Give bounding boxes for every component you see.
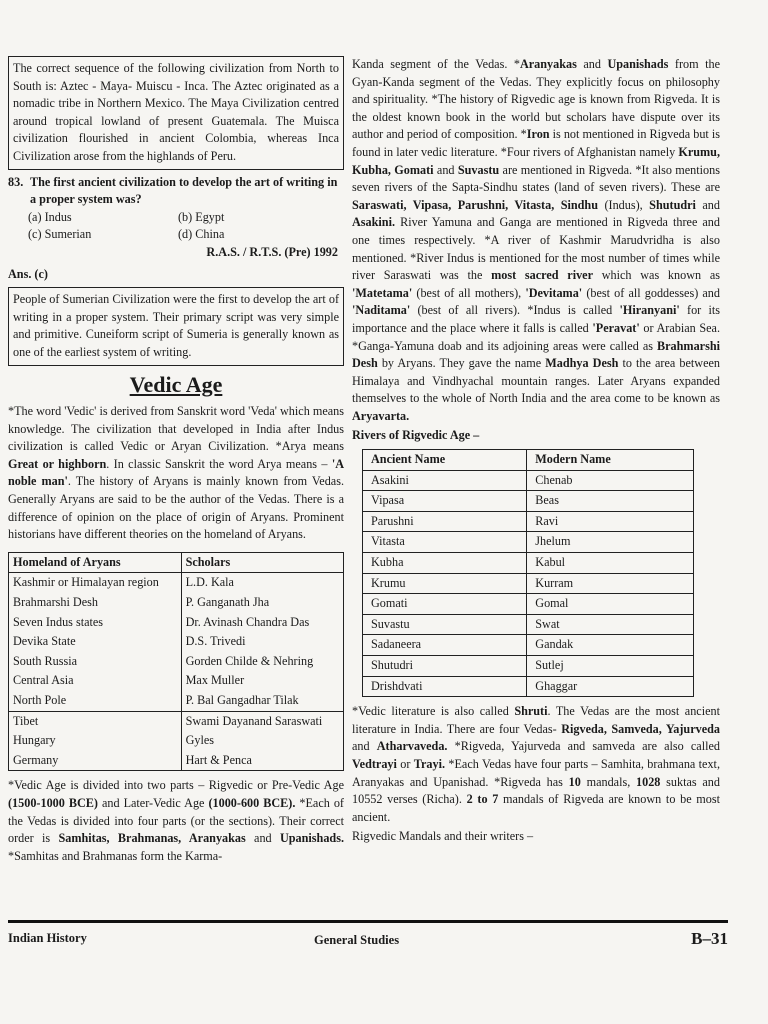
table-row: Germany Hart & Penca [9,751,344,771]
table-row: Vitasta Jhelum [363,532,694,553]
page-footer [8,920,728,946]
option-c: (c) Sumerian [28,227,92,242]
mandals-writers-line: Rigvedic Mandals and their writers – [352,829,534,844]
question-source: R.A.S. / R.T.S. (Pre) 1992 [206,244,338,259]
footer-book-title: General Studies [314,933,400,947]
civilization-sequence-box [8,56,344,170]
option-b: (b) Egypt [178,209,225,224]
option-d: (d) China [178,227,225,242]
answer-label: Ans. (c) [8,266,48,281]
table-header: Scholars [181,552,343,573]
table-row: Kubha Kabul [363,553,694,574]
table-row: Devika State D.S. Trivedi [9,632,344,652]
table-row: Shutudri Sutlej [363,656,694,677]
civilization-sequence-text: The correct sequence of the following civilization from North to South is: Aztec - Maya- Muiscu - Inca. The Aztec originated as a nomadic tribe in Northern Mexico. The Maya Civilization centred around tropical lowland of present Guatemala. The Muisca civilization flourished in ancient Colombia, whereas Inca Civilization arose from the highlands of Peru. [13,61,339,163]
table-row: North Pole P. Bal Gangadhar Tilak [9,691,344,711]
option-a: (a) Indus [28,209,72,224]
question-text: The first ancient civilization to develop the art of writing in a proper system was? [30,174,338,207]
table-row: Vipasa Beas [363,491,694,512]
vedas-rivers-paragraph: Kanda segment of the Vedas. *Aranyakas and Upanishads from the Gyan-Kanda segment of the Vedas. They explicitly focus on philosophy and spirituality. *The history of Rigvedic age is known from Rigveda. It is the oldest known book in the world but scholars have dispute over its author and period of composition. *Iron is not mentioned in Rigveda but is found in later vedic literature. *Four rivers of Afghanistan namely Krumu, Kubha, Gomati and Suvastu are mentioned in Rigveda. *It also mentions seven rivers of the Sapta-Sindhu states (land of seven rivers). These are Saraswati, Vipasa, Parushni, Vitasta, Sindhu (Indus), Shutudri and Asakini. River Yamuna and Ganga are mentioned in Rigveda three and one times respectively. *A river of Kashmir Marudvridha is also mentioned. *River Indus is mentioned for the most number of times while river Saraswati was the most sacred river which was known as 'Matetama' (best of all mothers), 'Devitama' (best of all goddesses) and 'Naditama' (best of all rivers). *Indus is called 'Hiranyani' for its importance and the place where it falls is called 'Peravat' or Arabian Sea. *Ganga-Yamuna doab and its adjoining areas were called as Brahmarshi Desh by Aryans. They gave the name Madhya Desh to the area between Himalaya and Vindhyachal mountain ranges. Later Aryans expanded themselves to the whole of North India and the area come to be known as Aryavarta. [352,57,721,423]
table-row: Kashmir or Himalayan region L.D. Kala [9,573,344,593]
table-row: Suvastu Swat [363,614,694,635]
table-row: Krumu Kurram [363,573,694,594]
table-row: Gomati Gomal [363,594,694,615]
table-row: Drishdvati Ghaggar [363,676,694,697]
table-row: Seven Indus states Dr. Avinash Chandra Das [9,613,344,633]
aryans-homeland-table [8,552,344,772]
footer-subject: Indian History [8,931,87,945]
table-header-row [9,552,344,573]
table-row: Hungary Gyles [9,731,344,751]
table-row: Brahmarshi Desh P. Ganganath Jha [9,593,344,613]
table-row: Central Asia Max Muller [9,671,344,691]
rigvedic-rivers-table [362,449,694,697]
question-83 [8,174,344,262]
vedic-intro-paragraph: *The word 'Vedic' is derived from Sanskrit word 'Veda' which means knowledge. The civilization that developed in India after Indus civilization is called Vedic or Aryan Civilization. *Arya means Great or highborn. In classic Sanskrit the word Arya means – 'A noble man'. The history of Aryans is mainly known from Vedas. Generally Aryans are said to be the author of the Vedas. There is a difference of opinion on the place of origin of Aryans. Prominent historians have different theories on the homeland of Aryans. [8,404,345,542]
sumerian-explanation-box [8,287,344,365]
table-header: Modern Name [527,450,694,471]
left-column [8,56,344,865]
page-number: B–31 [691,929,728,948]
sumerian-explanation-text: People of Sumerian Civilization were the first to develop the art of writing in a proper system. Their primary script was very simple and primitive. Cuneiform script of Sumeria is generally known as one of the earliest system of writing. [13,292,339,359]
section-heading: Vedic Age [129,371,223,397]
table-header-row [363,450,694,471]
table-row: Parushni Ravi [363,511,694,532]
table-row: Asakini Chenab [363,470,694,491]
table-header: Homeland of Aryans [9,552,182,573]
right-column [352,56,720,846]
rivers-table-title: Rivers of Rigvedic Age – [352,428,480,443]
question-number: 83. [8,174,24,189]
vedic-literature-paragraph: *Vedic literature is also called Shruti. The Vedas are the most ancient literature in India. There are four Vedas- Rigveda, Samveda, Yajurveda and Atharvaveda. *Rigveda, Yajurveda and samveda are also called Vedtrayi or Trayi. *Each Vedas have four parts – Samhita, brahmana text, Aranyakas and Upanishad. *Rigveda has 10 mandals, 1028 suktas and 10552 verses (Richa). 2 to 7 mandals of Rigveda are known to be most ancient. [352,704,721,824]
table-row: Tibet Swami Dayanand Saraswati [9,711,344,731]
table-header: Ancient Name [363,450,527,471]
table-row: Sadaneera Gandak [363,635,694,656]
question-options [8,209,344,244]
vedic-age-division-paragraph: *Vedic Age is divided into two parts – Rigvedic or Pre-Vedic Age (1500-1000 BCE) and Later-Vedic Age (1000-600 BCE). *Each of the Vedas is divided into four parts (or the sections). Their correct order is Samhitas, Brahmanas, Aranyakas and Upanishads. *Samhitas and Brahmanas form the Karma- [8,778,344,863]
table-row: South Russia Gorden Childe & Nehring [9,652,344,672]
